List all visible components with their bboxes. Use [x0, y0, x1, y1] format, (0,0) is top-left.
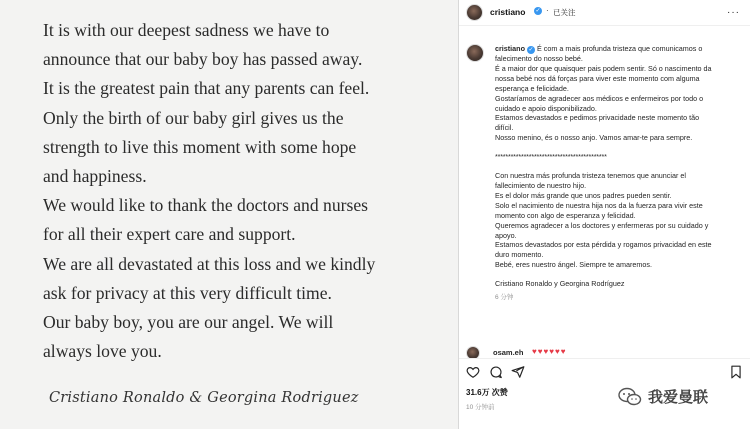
statement-text: [43, 16, 443, 366]
statement-line: Only the birth of our baby girl gives us the: [43, 107, 344, 128]
caption-time: 6 分钟: [495, 294, 514, 302]
caption-line: Estamos devastados por esta pérdida y rogamos privacidad en este: [495, 240, 712, 250]
caption-line: É a maior dor que quaisquer pais podem sentir. Só o nascimento da: [495, 63, 712, 73]
caption-line: momento con algo de esperanza y felicidad.: [495, 210, 636, 220]
caption-line: fallecimiento de nuestro hijo.: [495, 180, 587, 190]
caption-username[interactable]: cristiano: [495, 44, 525, 53]
follow-button[interactable]: 已关注: [553, 8, 576, 17]
heart-icon[interactable]: [466, 365, 480, 379]
caption: [495, 44, 745, 303]
avatar[interactable]: [466, 346, 480, 358]
caption-line: cuidado e apoio disponibilizado.: [495, 103, 597, 113]
statement-line: for all their expert care and support.: [43, 224, 296, 245]
caption-line: Estamos devastados e pedimos privacidade neste momento tão: [495, 113, 700, 123]
bookmark-icon[interactable]: [729, 365, 743, 379]
comment-username[interactable]: osam.eh: [493, 348, 524, 357]
statement-line: announce that our baby boy has passed away.: [43, 49, 363, 70]
comment-text: ♥♥♥♥♥♥: [532, 347, 567, 356]
caption-line: Solo el nacimiento de nuestra hija nos da la fuerza para vivir este: [495, 200, 703, 210]
share-icon[interactable]: [511, 365, 525, 379]
statement-line: We would like to thank the doctors and nurses: [43, 195, 368, 216]
comment-row: [459, 346, 750, 358]
post-time: 10 分钟前: [466, 404, 495, 411]
avatar[interactable]: [466, 4, 483, 21]
caption-line: apoyo.: [495, 230, 517, 240]
watermark: [618, 385, 748, 409]
caption-line: Bebé, eres nuestro ángel. Siempre te amaremos.: [495, 260, 653, 270]
caption-signoff: Cristiano Ronaldo y Georgina Rodríguez: [495, 279, 625, 289]
caption-line: difícil.: [495, 123, 514, 133]
caption-line: duro momento.: [495, 250, 544, 260]
caption-line: Nosso menino, és o nosso anjo. Vamos amar-te para sempre.: [495, 133, 693, 143]
caption-line: Queremos agradecer a los doctores y enfermeras por su cuidado y: [495, 220, 709, 230]
caption-line: Con nuestra más profunda tristeza tenemos que anunciar el: [495, 171, 686, 181]
caption-line: É com a mais profunda tristeza que comunicamos o: [536, 44, 703, 53]
avatar[interactable]: [466, 44, 484, 62]
statement-line: It is the greatest pain that any parents can feel.: [43, 78, 370, 99]
wechat-icon: [618, 387, 642, 407]
signature: Cristiano Ronaldo & Georgina Rodriguez: [49, 390, 359, 406]
caption-line: nossa bebé nos dá forças para viver este momento com alguma: [495, 73, 700, 83]
like-count[interactable]: 31.6万 次赞: [466, 388, 508, 397]
separator-dot: ·: [546, 6, 549, 15]
verified-badge-icon: ✓: [528, 47, 534, 53]
caption-separator: *******************************************: [495, 152, 607, 162]
comment-icon[interactable]: [489, 365, 503, 379]
statement-line: strength to live this moment with some hope: [43, 136, 357, 157]
more-options-icon[interactable]: ···: [727, 7, 740, 18]
verified-badge-icon: ✓: [535, 8, 541, 14]
post-header: [459, 0, 750, 26]
statement-line: It is with our deepest sadness we have to: [43, 20, 330, 40]
caption-line: Gostaríamos de agradecer aos médicos e enfermeiros por todo o: [495, 93, 704, 103]
statement-line: ask for privacy at this very difficult time.: [43, 282, 332, 303]
watermark-text: 我爱曼联: [648, 389, 709, 406]
statement-line: We are all devastated at this loss and we kindly: [43, 253, 376, 274]
post-panel: [459, 0, 750, 429]
statement-line: always love you.: [43, 341, 162, 362]
caption-line: falecimento do nosso bebé.: [495, 54, 583, 63]
caption-line: esperança e felicidade.: [495, 83, 569, 93]
statement-line: and happiness.: [43, 166, 147, 187]
post-username[interactable]: cristiano: [490, 7, 526, 17]
caption-line: Es el dolor más grande que unos padres pueden sentir.: [495, 190, 672, 200]
statement-line: Our baby boy, you are our angel. We will: [43, 312, 334, 333]
